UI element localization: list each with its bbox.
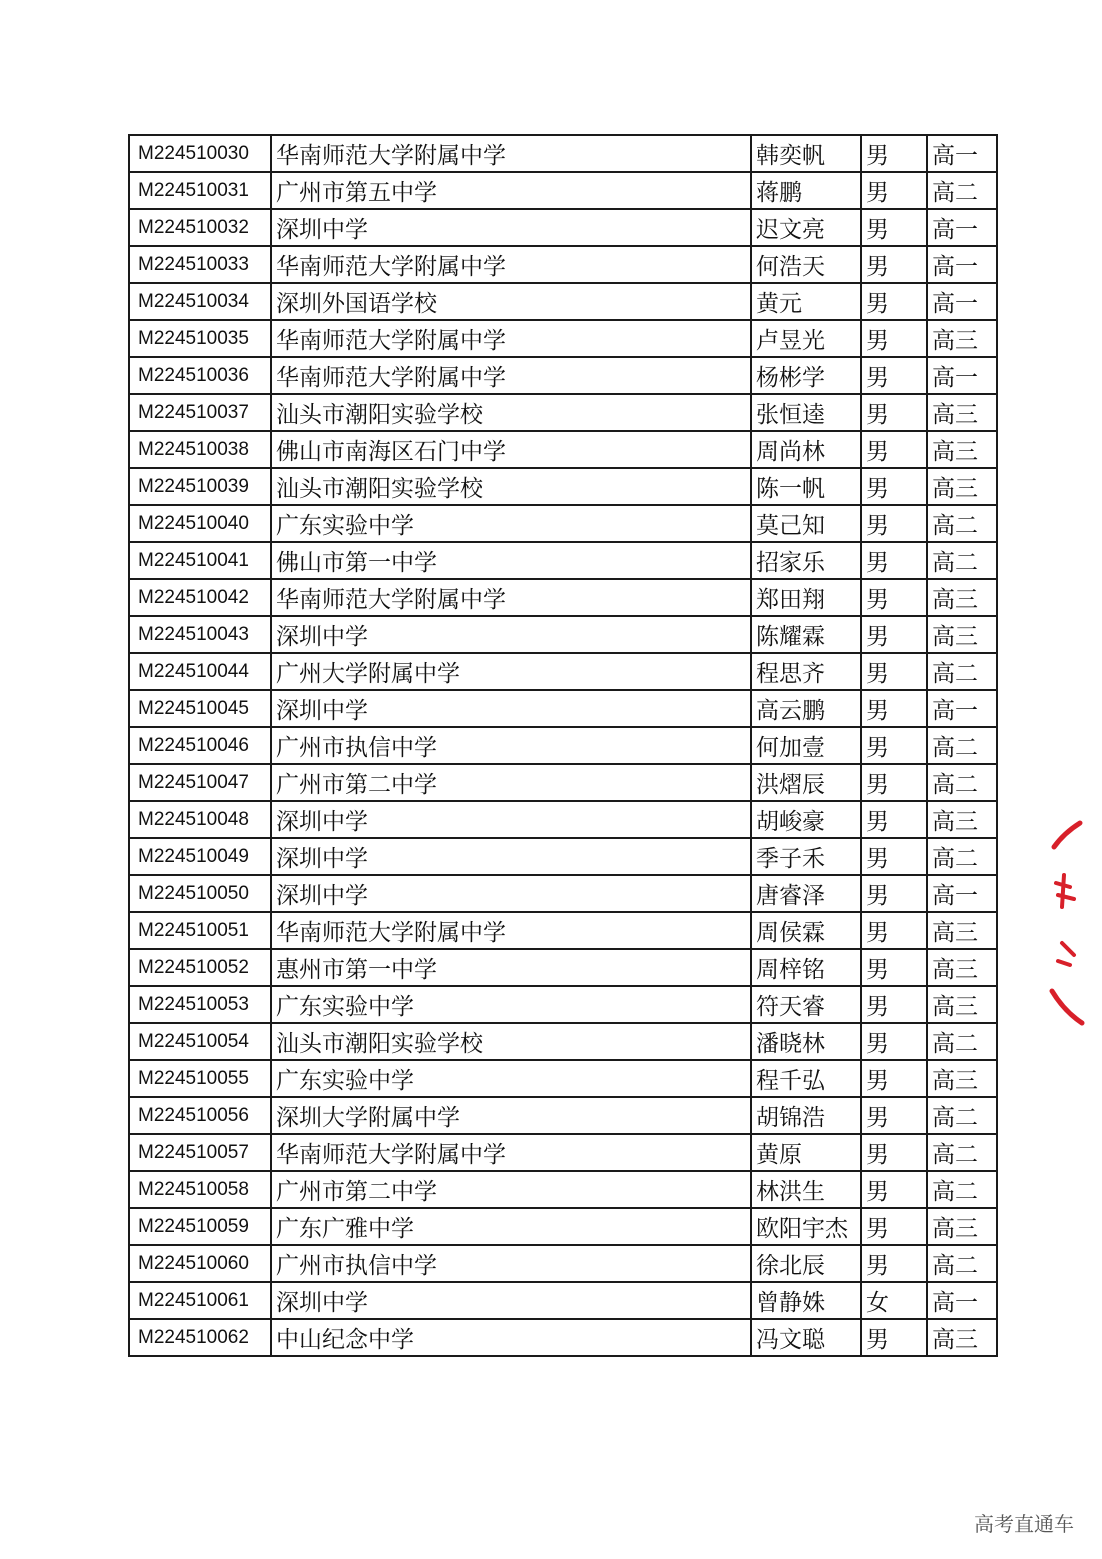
school-cell: 广州市第五中学 (271, 172, 751, 209)
roster-body (129, 135, 997, 1356)
school-cell: 深圳中学 (271, 875, 751, 912)
gender-cell: 男 (861, 357, 927, 394)
student-id-cell: M224510036 (129, 357, 271, 394)
school-cell: 惠州市第一中学 (271, 949, 751, 986)
student-id-cell: M224510050 (129, 875, 271, 912)
grade-cell: 高二 (927, 1134, 997, 1171)
gender-cell: 男 (861, 1208, 927, 1245)
gender-cell: 男 (861, 690, 927, 727)
table-row (129, 394, 997, 431)
table-row (129, 1245, 997, 1282)
student-id-cell: M224510037 (129, 394, 271, 431)
school-cell: 深圳中学 (271, 690, 751, 727)
student-id-cell: M224510051 (129, 912, 271, 949)
table-row (129, 949, 997, 986)
gender-cell: 男 (861, 1134, 927, 1171)
student-name-cell: 潘晓林 (751, 1023, 861, 1060)
grade-cell: 高三 (927, 431, 997, 468)
table-row (129, 1171, 997, 1208)
school-cell: 汕头市潮阳实验学校 (271, 394, 751, 431)
school-cell: 广东广雅中学 (271, 1208, 751, 1245)
gender-cell: 男 (861, 1097, 927, 1134)
student-id-cell: M224510052 (129, 949, 271, 986)
gender-cell: 男 (861, 1319, 927, 1356)
gender-cell: 男 (861, 431, 927, 468)
table-row (129, 505, 997, 542)
school-cell: 华南师范大学附属中学 (271, 579, 751, 616)
student-id-cell: M224510045 (129, 690, 271, 727)
student-name-cell: 林洪生 (751, 1171, 861, 1208)
student-name-cell: 胡锦浩 (751, 1097, 861, 1134)
student-id-cell: M224510047 (129, 764, 271, 801)
student-name-cell: 张恒逵 (751, 394, 861, 431)
student-name-cell: 曾静姝 (751, 1282, 861, 1319)
gender-cell: 男 (861, 1171, 927, 1208)
gender-cell: 男 (861, 505, 927, 542)
gender-cell: 男 (861, 653, 927, 690)
student-name-cell: 陈一帆 (751, 468, 861, 505)
student-id-cell: M224510030 (129, 135, 271, 172)
grade-cell: 高一 (927, 283, 997, 320)
grade-cell: 高三 (927, 616, 997, 653)
grade-cell: 高一 (927, 875, 997, 912)
gender-cell: 男 (861, 838, 927, 875)
school-cell: 深圳中学 (271, 209, 751, 246)
gender-cell: 男 (861, 801, 927, 838)
table-row (129, 801, 997, 838)
grade-cell: 高一 (927, 209, 997, 246)
gender-cell: 男 (861, 986, 927, 1023)
student-name-cell: 黄元 (751, 283, 861, 320)
student-name-cell: 季子禾 (751, 838, 861, 875)
student-name-cell: 何加壹 (751, 727, 861, 764)
grade-cell: 高二 (927, 1023, 997, 1060)
school-cell: 广东实验中学 (271, 505, 751, 542)
student-id-cell: M224510057 (129, 1134, 271, 1171)
table-row (129, 431, 997, 468)
student-id-cell: M224510032 (129, 209, 271, 246)
school-cell: 广东实验中学 (271, 1060, 751, 1097)
table-row (129, 1097, 997, 1134)
grade-cell: 高二 (927, 542, 997, 579)
gender-cell: 男 (861, 949, 927, 986)
table-row (129, 727, 997, 764)
gender-cell: 男 (861, 727, 927, 764)
school-cell: 深圳外国语学校 (271, 283, 751, 320)
student-id-cell: M224510062 (129, 1319, 271, 1356)
table-row (129, 283, 997, 320)
student-name-cell: 洪熠辰 (751, 764, 861, 801)
gender-cell: 男 (861, 764, 927, 801)
table-row (129, 1282, 997, 1319)
table-row (129, 209, 997, 246)
roster-table (128, 134, 998, 1357)
grade-cell: 高三 (927, 986, 997, 1023)
school-cell: 深圳中学 (271, 616, 751, 653)
table-row (129, 690, 997, 727)
school-cell: 华南师范大学附属中学 (271, 246, 751, 283)
school-cell: 华南师范大学附属中学 (271, 1134, 751, 1171)
table-row (129, 764, 997, 801)
grade-cell: 高二 (927, 1171, 997, 1208)
student-name-cell: 徐北辰 (751, 1245, 861, 1282)
student-name-cell: 卢昱光 (751, 320, 861, 357)
student-id-cell: M224510058 (129, 1171, 271, 1208)
table-row (129, 1134, 997, 1171)
grade-cell: 高三 (927, 912, 997, 949)
gender-cell: 男 (861, 542, 927, 579)
table-row (129, 986, 997, 1023)
student-id-cell: M224510056 (129, 1097, 271, 1134)
grade-cell: 高二 (927, 653, 997, 690)
school-cell: 深圳大学附属中学 (271, 1097, 751, 1134)
student-id-cell: M224510046 (129, 727, 271, 764)
school-cell: 广州市执信中学 (271, 727, 751, 764)
student-id-cell: M224510040 (129, 505, 271, 542)
gender-cell: 男 (861, 468, 927, 505)
grade-cell: 高三 (927, 579, 997, 616)
school-cell: 广州市执信中学 (271, 1245, 751, 1282)
grade-cell: 高二 (927, 727, 997, 764)
school-cell: 汕头市潮阳实验学校 (271, 468, 751, 505)
table-row (129, 1319, 997, 1356)
student-id-cell: M224510049 (129, 838, 271, 875)
student-name-cell: 郑田翔 (751, 579, 861, 616)
grade-cell: 高一 (927, 135, 997, 172)
grade-cell: 高二 (927, 172, 997, 209)
grade-cell: 高三 (927, 949, 997, 986)
table-row (129, 320, 997, 357)
table-row (129, 172, 997, 209)
school-cell: 深圳中学 (271, 838, 751, 875)
grade-cell: 高三 (927, 1208, 997, 1245)
grade-cell: 高二 (927, 505, 997, 542)
gender-cell: 男 (861, 1060, 927, 1097)
table-row (129, 838, 997, 875)
grade-cell: 高三 (927, 468, 997, 505)
student-name-cell: 蒋鹏 (751, 172, 861, 209)
gender-cell: 男 (861, 579, 927, 616)
student-id-cell: M224510048 (129, 801, 271, 838)
table-row (129, 912, 997, 949)
gender-cell: 男 (861, 1245, 927, 1282)
student-id-cell: M224510060 (129, 1245, 271, 1282)
student-name-cell: 何浩天 (751, 246, 861, 283)
student-id-cell: M224510031 (129, 172, 271, 209)
grade-cell: 高一 (927, 246, 997, 283)
gender-cell: 男 (861, 875, 927, 912)
grade-cell: 高三 (927, 1060, 997, 1097)
table-row (129, 616, 997, 653)
watermark-text: 高考直通车 (974, 1512, 1074, 1536)
school-cell: 广州市第二中学 (271, 1171, 751, 1208)
grade-cell: 高二 (927, 764, 997, 801)
student-name-cell: 招家乐 (751, 542, 861, 579)
student-name-cell: 莫己知 (751, 505, 861, 542)
grade-cell: 高一 (927, 690, 997, 727)
grade-cell: 高二 (927, 838, 997, 875)
student-name-cell: 欧阳宇杰 (751, 1208, 861, 1245)
student-id-cell: M224510054 (129, 1023, 271, 1060)
table-row (129, 246, 997, 283)
table-row (129, 135, 997, 172)
student-name-cell: 韩奕帆 (751, 135, 861, 172)
gender-cell: 男 (861, 209, 927, 246)
student-id-cell: M224510041 (129, 542, 271, 579)
table-row (129, 542, 997, 579)
gender-cell: 男 (861, 1023, 927, 1060)
student-id-cell: M224510059 (129, 1208, 271, 1245)
student-id-cell: M224510061 (129, 1282, 271, 1319)
gender-cell: 男 (861, 135, 927, 172)
school-cell: 华南师范大学附属中学 (271, 135, 751, 172)
grade-cell: 高三 (927, 801, 997, 838)
table-row (129, 357, 997, 394)
student-name-cell: 迟文亮 (751, 209, 861, 246)
school-cell: 深圳中学 (271, 801, 751, 838)
grade-cell: 高三 (927, 394, 997, 431)
student-id-cell: M224510039 (129, 468, 271, 505)
gender-cell: 男 (861, 394, 927, 431)
student-id-cell: M224510043 (129, 616, 271, 653)
table-row (129, 1208, 997, 1245)
gender-cell: 男 (861, 246, 927, 283)
student-id-cell: M224510035 (129, 320, 271, 357)
grade-cell: 高二 (927, 1245, 997, 1282)
school-cell: 广州大学附属中学 (271, 653, 751, 690)
school-cell: 汕头市潮阳实验学校 (271, 1023, 751, 1060)
student-id-cell: M224510053 (129, 986, 271, 1023)
school-cell: 华南师范大学附属中学 (271, 320, 751, 357)
grade-cell: 高一 (927, 357, 997, 394)
grade-cell: 高三 (927, 320, 997, 357)
student-id-cell: M224510034 (129, 283, 271, 320)
student-name-cell: 高云鹏 (751, 690, 861, 727)
student-name-cell: 程千弘 (751, 1060, 861, 1097)
student-id-cell: M224510042 (129, 579, 271, 616)
school-cell: 中山纪念中学 (271, 1319, 751, 1356)
table-row (129, 579, 997, 616)
student-name-cell: 程思齐 (751, 653, 861, 690)
student-name-cell: 胡峻豪 (751, 801, 861, 838)
school-cell: 佛山市南海区石门中学 (271, 431, 751, 468)
student-name-cell: 杨彬学 (751, 357, 861, 394)
school-cell: 华南师范大学附属中学 (271, 357, 751, 394)
grade-cell: 高一 (927, 1282, 997, 1319)
student-name-cell: 周尚林 (751, 431, 861, 468)
student-name-cell: 陈耀霖 (751, 616, 861, 653)
table-row (129, 1060, 997, 1097)
table-row (129, 653, 997, 690)
school-cell: 深圳中学 (271, 1282, 751, 1319)
red-seal-stamp (1040, 815, 1090, 1030)
student-id-cell: M224510044 (129, 653, 271, 690)
gender-cell: 男 (861, 616, 927, 653)
gender-cell: 女 (861, 1282, 927, 1319)
student-id-cell: M224510038 (129, 431, 271, 468)
school-cell: 广州市第二中学 (271, 764, 751, 801)
school-cell: 华南师范大学附属中学 (271, 912, 751, 949)
student-name-cell: 冯文聪 (751, 1319, 861, 1356)
student-name-cell: 周侯霖 (751, 912, 861, 949)
grade-cell: 高二 (927, 1097, 997, 1134)
gender-cell: 男 (861, 912, 927, 949)
student-name-cell: 周梓铭 (751, 949, 861, 986)
student-id-cell: M224510055 (129, 1060, 271, 1097)
student-id-cell: M224510033 (129, 246, 271, 283)
gender-cell: 男 (861, 172, 927, 209)
student-name-cell: 黄原 (751, 1134, 861, 1171)
grade-cell: 高三 (927, 1319, 997, 1356)
school-cell: 广东实验中学 (271, 986, 751, 1023)
table-row (129, 468, 997, 505)
school-cell: 佛山市第一中学 (271, 542, 751, 579)
table-row (129, 1023, 997, 1060)
gender-cell: 男 (861, 283, 927, 320)
student-name-cell: 符天睿 (751, 986, 861, 1023)
gender-cell: 男 (861, 320, 927, 357)
student-name-cell: 唐睿泽 (751, 875, 861, 912)
table-row (129, 875, 997, 912)
